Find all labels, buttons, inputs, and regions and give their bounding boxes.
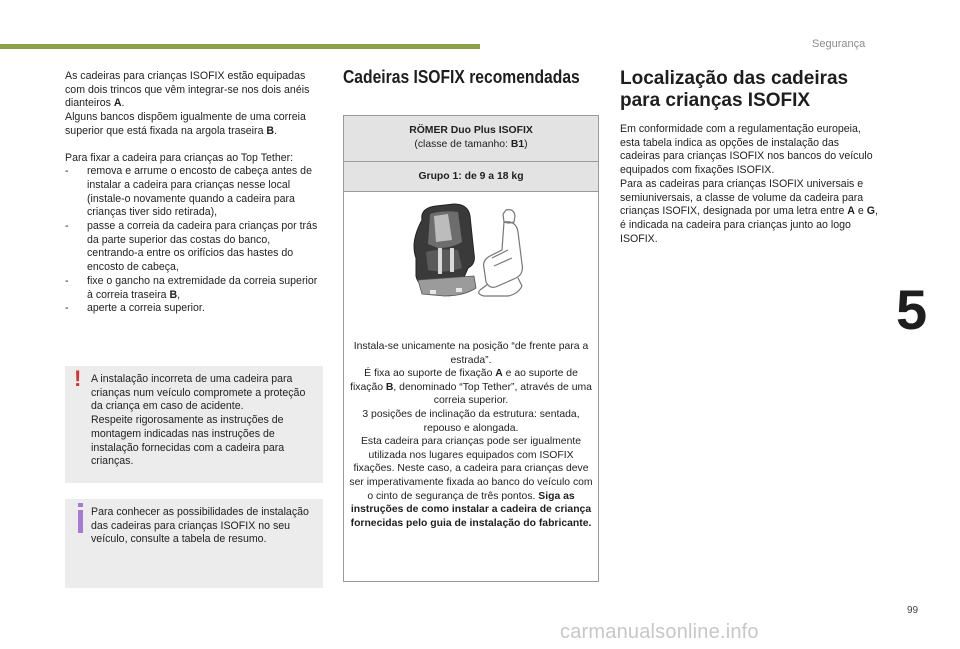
info-text: Para conhecer as possibilidades de instalação das cadeiras para crianças ISOFIX no seu veículo, consulte a tabela de resumo. — [91, 506, 309, 546]
left-column — [65, 70, 323, 316]
seat-header — [344, 116, 598, 162]
step-list — [65, 165, 323, 316]
vehicle-seat-outline — [479, 210, 523, 296]
seat-size-class: (classe de tamanho: B1) — [414, 138, 528, 150]
step-item: - fixe o gancho na extremidade da correia superior à correia traseira B, — [65, 274, 318, 301]
warning-text: A instalação incorreta de uma cadeira para crianças num veículo compromete a proteção da criança em caso de acidente. Respeite rigorosamente as instruções de montagem indicadas nas instruções de instalação fornecidas com a cadeira para crianças. — [91, 373, 306, 468]
top-tether-intro: Para fixar a cadeira para crianças ao Top Tether: — [65, 151, 294, 164]
page-number: 99 — [907, 605, 919, 616]
step-item: - passe a correia da cadeira para crianças por trás da parte superior das costas do banco, centrando-a entre os orifícios das hastes do encosto de cabeça, — [65, 220, 318, 274]
recommended-seats-title: Cadeiras ISOFIX recomendadas — [343, 67, 580, 87]
description-paragraph: Esta cadeira para crianças pode ser igualmente utilizada nos lugares equipados com ISOFIX fixações. Neste caso, a cadeira para crianças deve ser imperativamente fixada ao banco do veículo com o cinto de segurança de três pontos. Siga as instruções de como instalar a cadeira de criança fornecidas pelo guia de instalação do fabricante. — [349, 436, 593, 529]
description-paragraph: É fixa ao suporte de fixação A e ao suporte de fixação B, denominado “Top Tether”, através de uma correia superior. — [350, 368, 592, 407]
seat-description — [348, 340, 594, 530]
intro-line-1: As cadeiras para crianças ISOFIX estão equipadas com dois trincos que vêm integrar-se nos dois anéis dianteiros A. — [65, 70, 310, 110]
section-title: Segurança — [812, 38, 866, 50]
isofix-intro — [65, 70, 323, 139]
child-seat-illustration — [404, 202, 536, 302]
header-accent-bar — [0, 44, 480, 49]
location-paragraph: Em conformidade com a regulamentação europeia, esta tabela indica as opções de instalação das cadeiras para crianças ISOFIX nos bancos do veículo equipados com fixações ISOFIX. — [620, 123, 873, 177]
seat-details — [344, 192, 598, 581]
description-paragraph: Instala-se unicamente na posição “de frente para a estrada”. — [353, 341, 589, 366]
description-paragraph: 3 posições de inclinação da estrutura: sentada, repouso e alongada. — [362, 408, 580, 434]
intro-line-2: Alguns bancos dispõem igualmente de uma correia superior que está fixada na argola traseira B. — [65, 111, 306, 137]
seat-name: RÖMER Duo Plus ISOFIX — [409, 125, 533, 136]
isofix-location-text — [620, 123, 880, 246]
isofix-location-title: Localização das cadeiras para crianças ISOFIX — [620, 68, 849, 111]
warning-note — [65, 366, 323, 483]
info-note — [65, 499, 323, 588]
warning-icon: ! — [74, 366, 82, 391]
step-item: - aperte a correia superior. — [65, 302, 205, 315]
recommended-seat-table — [343, 115, 599, 582]
chapter-number: 5 — [896, 278, 928, 341]
seat-group: Grupo 1: de 9 a 18 kg — [344, 162, 598, 192]
top-tether-instructions — [65, 152, 323, 316]
child-seat-shape — [414, 204, 476, 296]
location-paragraph: Para as cadeiras para crianças ISOFIX universais e semiuniversais, a classe de volume da cadeira para crianças ISOFIX, designada por uma letra entre A e G, é indicada na cadeira para crianças junto ao logo ISOFIX. — [620, 177, 878, 245]
step-item: - remova e arrume o encosto de cabeça antes de instalar a cadeira para crianças nesse local (instale-o novamente quando a cadeira para crianças tiver sido retirada), — [65, 165, 312, 219]
watermark: carmanualsonline.info — [560, 621, 759, 643]
